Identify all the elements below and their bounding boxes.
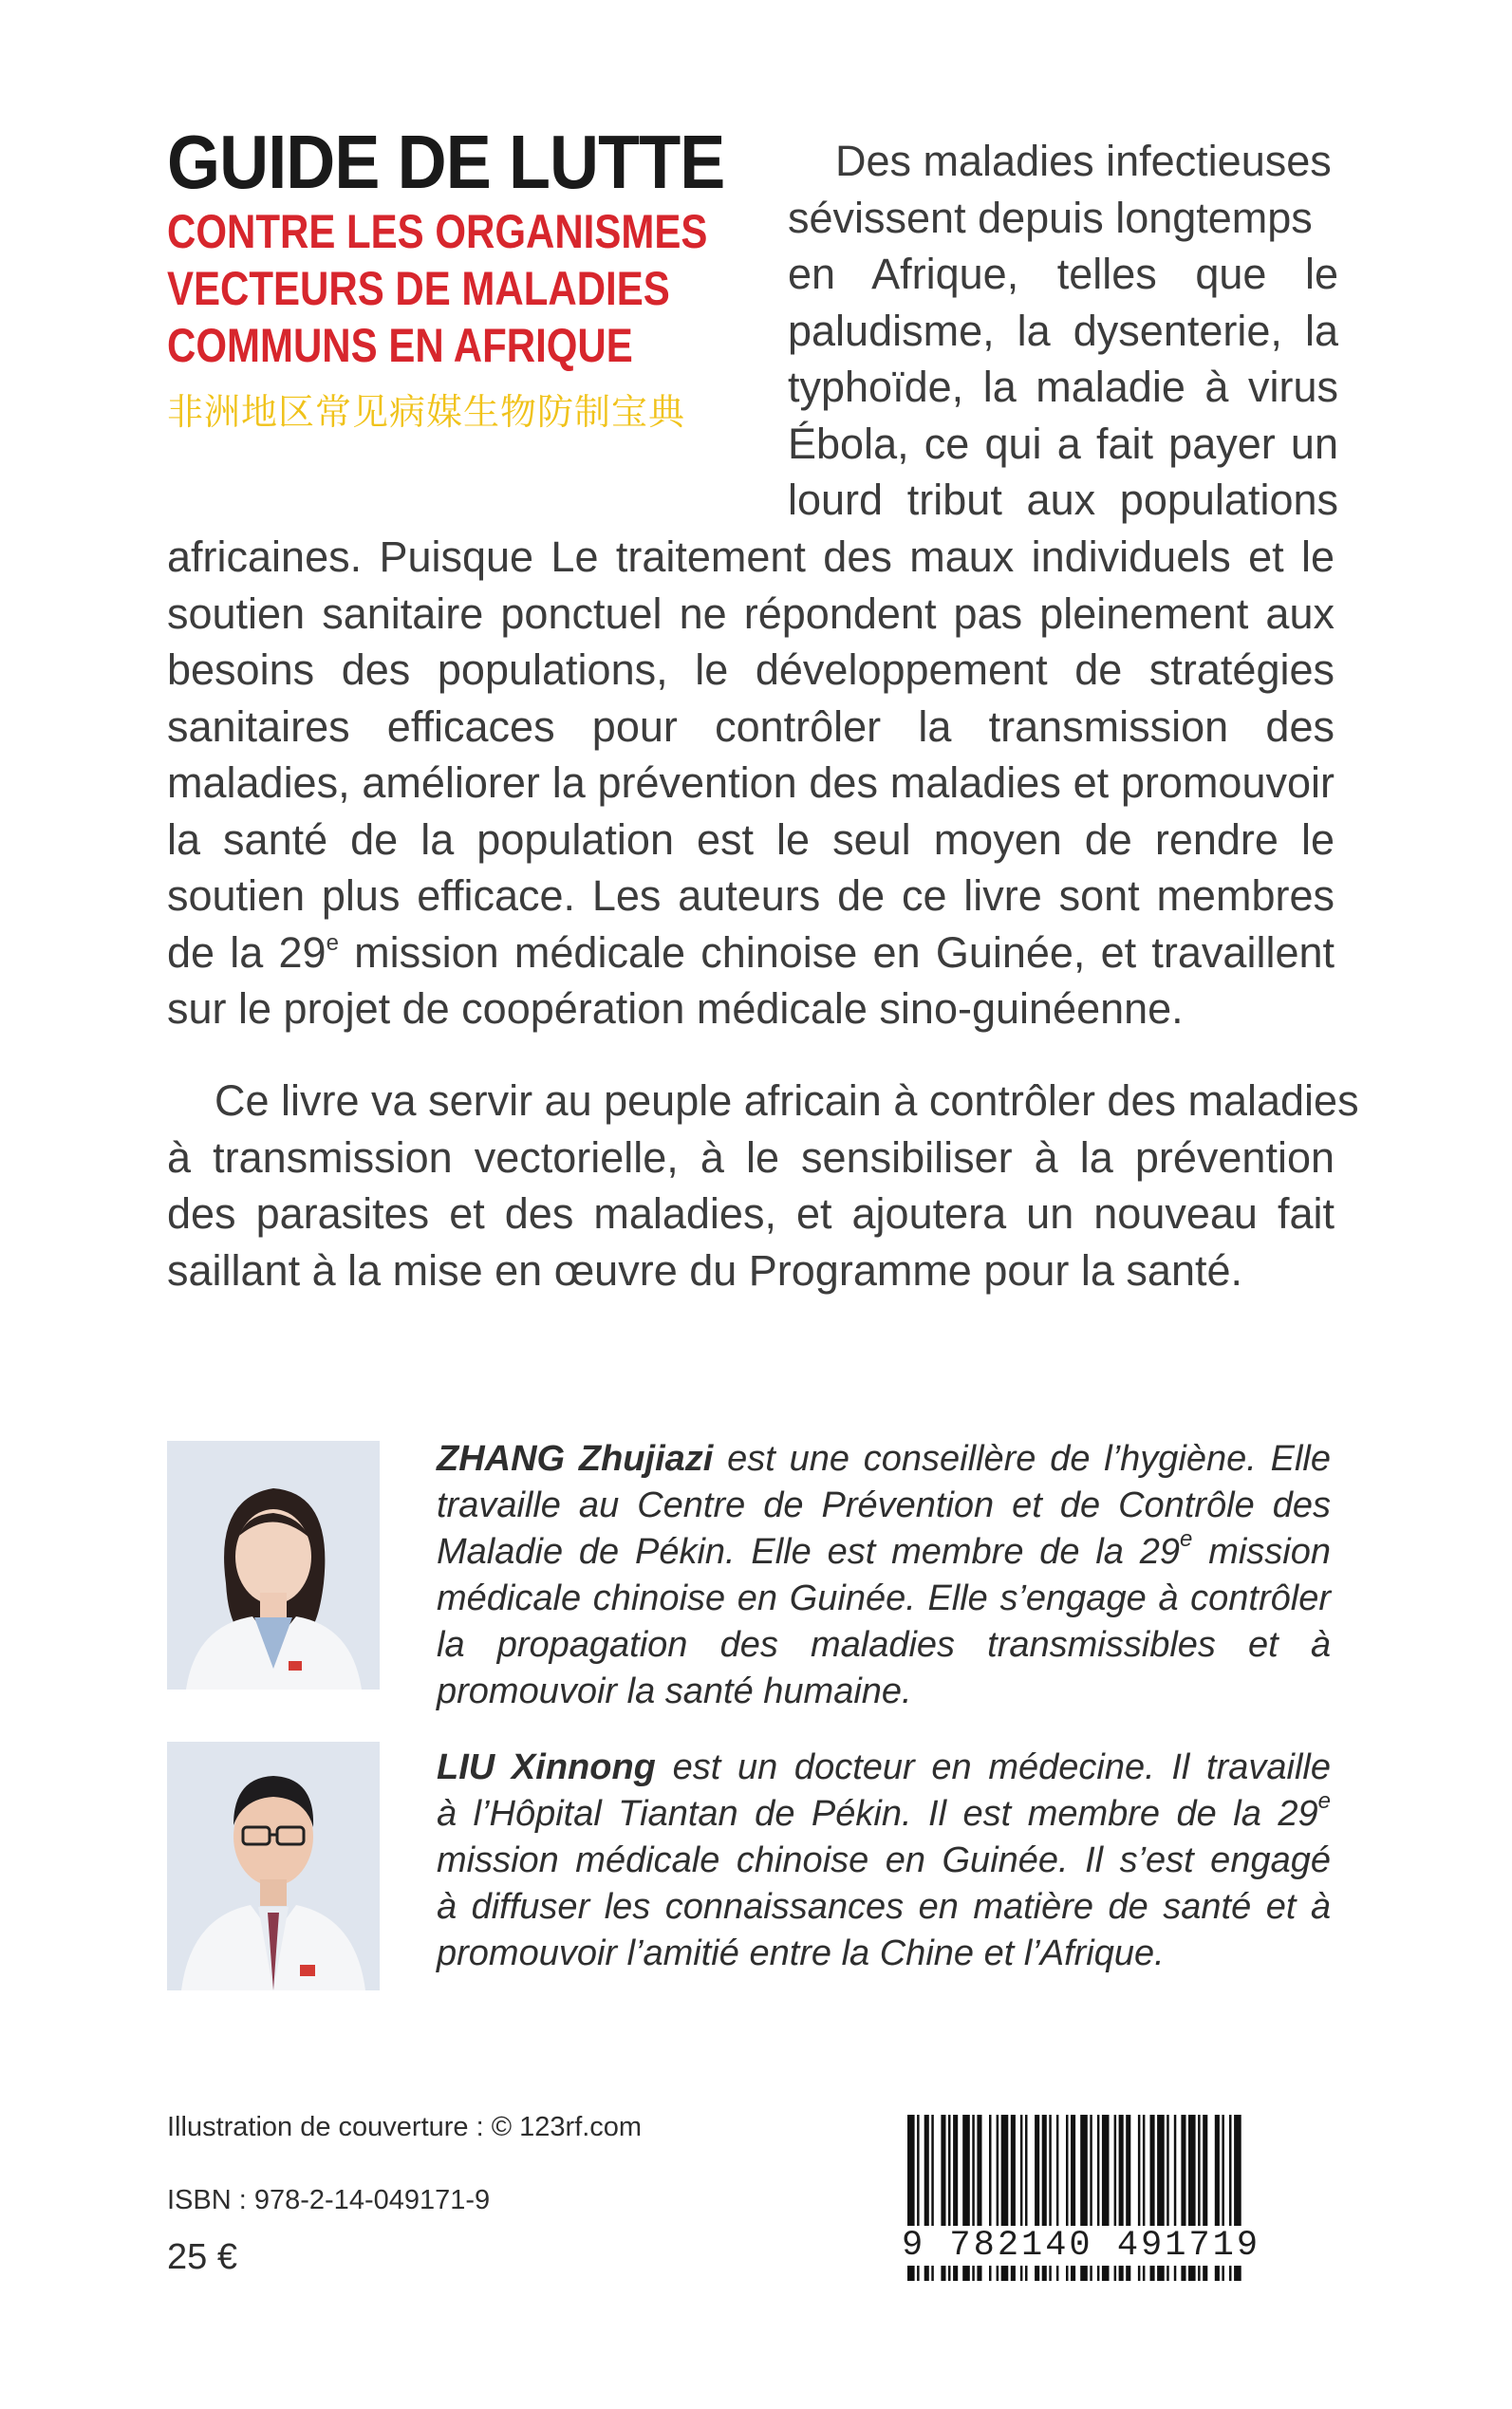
book-subtitle-line-2: VECTEURS DE MALADIES [167,262,670,315]
body-line: africaines. Puisque Le traitement des maux individuels et le [167,532,1335,581]
body-line: sur le projet de coopération médicale sino-guinéenne. [167,984,1184,1033]
intro-line: lourd tribut aux populations [788,476,1338,524]
body-line: besoins des populations, le développement de stratégies [167,645,1335,694]
body-line-mission [167,924,1335,981]
chinese-title: 非洲地区常见病媒生物防制宝典 [167,393,686,433]
book-subtitle-line-3: COMMUNS EN AFRIQUE [167,319,633,372]
bio-text: mission [1192,1532,1331,1572]
description-paragraph-1 [167,529,1335,1037]
bio-line [437,1436,1331,1483]
bio-text: à l’Hôpital Tiantan de Pékin. Il est membre de la 29 [437,1794,1318,1834]
intro-line: sévissent depuis longtemps [788,193,1313,242]
bio-line [437,1526,1331,1576]
author-photo-zhang-illustration [167,1441,380,1690]
bio-text: est un docteur en médecine. Il travaille [655,1747,1331,1787]
book-title: GUIDE DE LUTTE [167,120,725,204]
body-line: à transmission vectorielle, à le sensibiliser à la prévention [167,1132,1335,1182]
bio-line: la propagation des maladies transmissibles et à [437,1625,1331,1665]
body-line: saillant à la mise en œuvre du Programme pour la santé. [167,1245,1243,1295]
illustration-credit: Illustration de couverture : © 123rf.com [167,2112,643,2142]
isbn: ISBN : 978-2-14-049171-9 [167,2185,491,2215]
body-line: la santé de la population est le seul moyen de rendre le [167,814,1335,864]
bio-text: est une conseillère de l’hygiène. Elle [713,1439,1331,1479]
intro-line: Ébola, ce qui a fait payer un [788,419,1338,468]
body-line: Ce livre va servir au peuple africain à contrôler des maladies [215,1076,1359,1125]
body-line: soutien plus efficace. Les auteurs de ce livre sont membres [167,871,1335,920]
description-paragraph-2 [167,1073,1359,1298]
author-bio-liu [437,1745,1331,1977]
superscript: e [1180,1526,1193,1552]
body-line: sanitaires efficaces pour contrôler la transmission des [167,701,1335,751]
title-block [167,120,725,439]
author-photo-zhang [167,1441,380,1690]
bio-text: Maladie de Pékin. Elle est membre de la 29 [437,1532,1181,1572]
intro-line: en Afrique, telles que le [788,250,1338,298]
intro-line: Des maladies infectieuses [835,137,1332,185]
book-subtitle-line-1: CONTRE LES ORGANISMES [167,205,708,258]
bio-line [437,1788,1331,1838]
author-name: ZHANG Zhujiazi [437,1439,714,1479]
intro-line: typhoïde, la maladie à virus [788,363,1338,411]
superscript: e [1317,1788,1331,1814]
intro-line: paludisme, la dysenterie, la [788,306,1338,355]
bio-line: à diffuser les connaissances en matière de santé et à [437,1887,1331,1927]
superscript: e [326,929,339,956]
price: 25 € [167,2237,237,2277]
bio-line [437,1745,1331,1791]
intro-paragraph-top [788,133,1338,529]
bio-line: promouvoir la santé humaine. [437,1671,912,1711]
body-line: maladies, améliorer la prévention des maladies et promouvoir [167,758,1335,807]
bio-line: médicale chinoise en Guinée. Elle s’engage à contrôler [437,1578,1331,1618]
author-bio-zhang [437,1436,1331,1715]
bio-line: promouvoir l’amitié entre la Chine et l’Afrique. [437,1933,1165,1973]
body-line: des parasites et des maladies, et ajoutera un nouveau fait [167,1189,1335,1238]
author-photo-liu-illustration [167,1742,380,1990]
mission-text: de la 29 [167,927,327,977]
bio-line: travaille au Centre de Prévention et de Contrôle des [437,1485,1331,1525]
body-line: soutien sanitaire ponctuel ne répondent pas pleinement aux [167,588,1335,638]
bio-line: mission médicale chinoise en Guinée. Il s’est engagé [437,1840,1331,1880]
author-photo-liu [167,1742,380,1990]
barcode-digits: 9 782140 491719 [902,2226,1331,2266]
mission-text-rest: mission médicale chinoise en Guinée, et travaillent [338,927,1335,977]
author-name: LIU Xinnong [437,1747,656,1787]
